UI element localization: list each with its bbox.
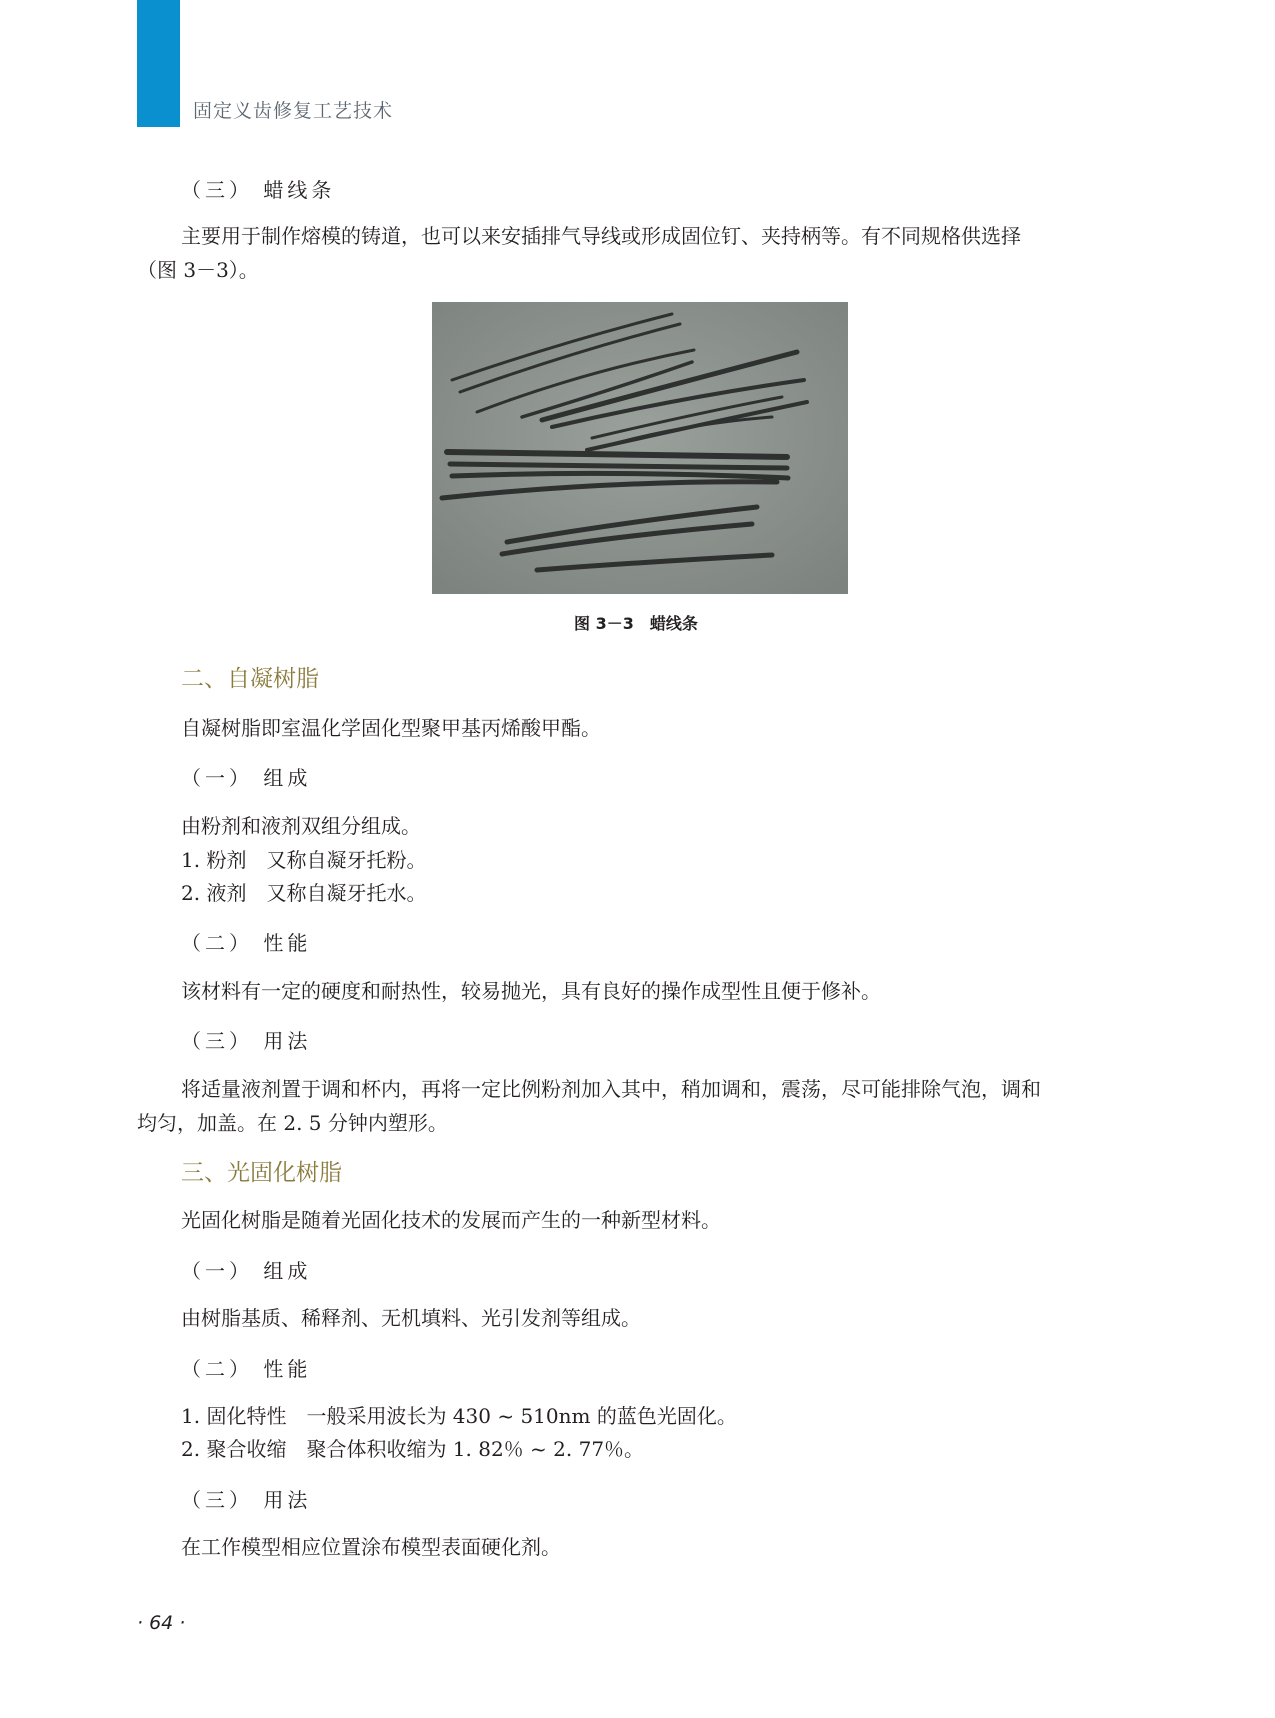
section-heading-light-curing-resin: 三、光固化树脂	[181, 1160, 342, 1186]
paragraph-properties-1: 该材料有一定的硬度和耐热性，较易抛光，具有良好的操作成型性且便于修补。	[181, 979, 881, 1003]
paragraph-wax-lines-line2: （图 3－3）。	[137, 258, 259, 282]
figure-caption: 图 3－3 蜡线条	[574, 614, 698, 633]
paragraph-usage-1-line1: 将适量液剂置于调和杯内，再将一定比例粉剂加入其中，稍加调和，震荡，尽可能排除气泡，调和	[181, 1077, 1041, 1101]
list-item-curing-property: 1. 固化特性 一般采用波长为 430 ~ 510nm 的蓝色光固化。	[181, 1404, 737, 1428]
paragraph-composition-1: 由粉剂和液剂双组分组成。	[181, 814, 421, 838]
subheading-composition-1: （一） 组成	[181, 766, 312, 790]
subheading-properties-1: （二） 性能	[181, 931, 312, 955]
running-title: 固定义齿修复工艺技术	[193, 100, 394, 122]
list-item-liquid: 2. 液剂 又称自凝牙托水。	[181, 881, 427, 905]
list-item-polymerization-shrinkage: 2. 聚合收缩 聚合体积收缩为 1. 82％ ~ 2. 77％。	[181, 1437, 645, 1461]
page-number: · 64 ·	[137, 1612, 186, 1634]
subheading-usage-1: （三） 用法	[181, 1029, 312, 1053]
subheading-wax-lines: （三） 蜡线条	[181, 178, 336, 202]
section-heading-self-curing-resin: 二、自凝树脂	[181, 666, 319, 692]
list-item-powder: 1. 粉剂 又称自凝牙托粉。	[181, 848, 427, 872]
paragraph-usage-2: 在工作模型相应位置涂布模型表面硬化剂。	[181, 1535, 561, 1559]
subheading-usage-2: （三） 用法	[181, 1488, 312, 1512]
chapter-tab-bar	[137, 0, 180, 127]
paragraph-wax-lines-line1: 主要用于制作熔模的铸道，也可以来安插排气导线或形成固位钉、夹持柄等。有不同规格供选择	[181, 224, 1021, 248]
subheading-properties-2: （二） 性能	[181, 1357, 312, 1381]
figure-wax-lines-photo	[432, 302, 848, 594]
paragraph-self-curing-intro: 自凝树脂即室温化学固化型聚甲基丙烯酸甲酯。	[181, 716, 601, 740]
paragraph-light-curing-intro: 光固化树脂是随着光固化技术的发展而产生的一种新型材料。	[181, 1208, 721, 1232]
subheading-composition-2: （一） 组成	[181, 1259, 312, 1283]
paragraph-usage-1-line2: 均匀，加盖。在 2. 5 分钟内塑形。	[137, 1111, 448, 1135]
paragraph-composition-2: 由树脂基质、稀释剂、无机填料、光引发剂等组成。	[181, 1306, 641, 1330]
